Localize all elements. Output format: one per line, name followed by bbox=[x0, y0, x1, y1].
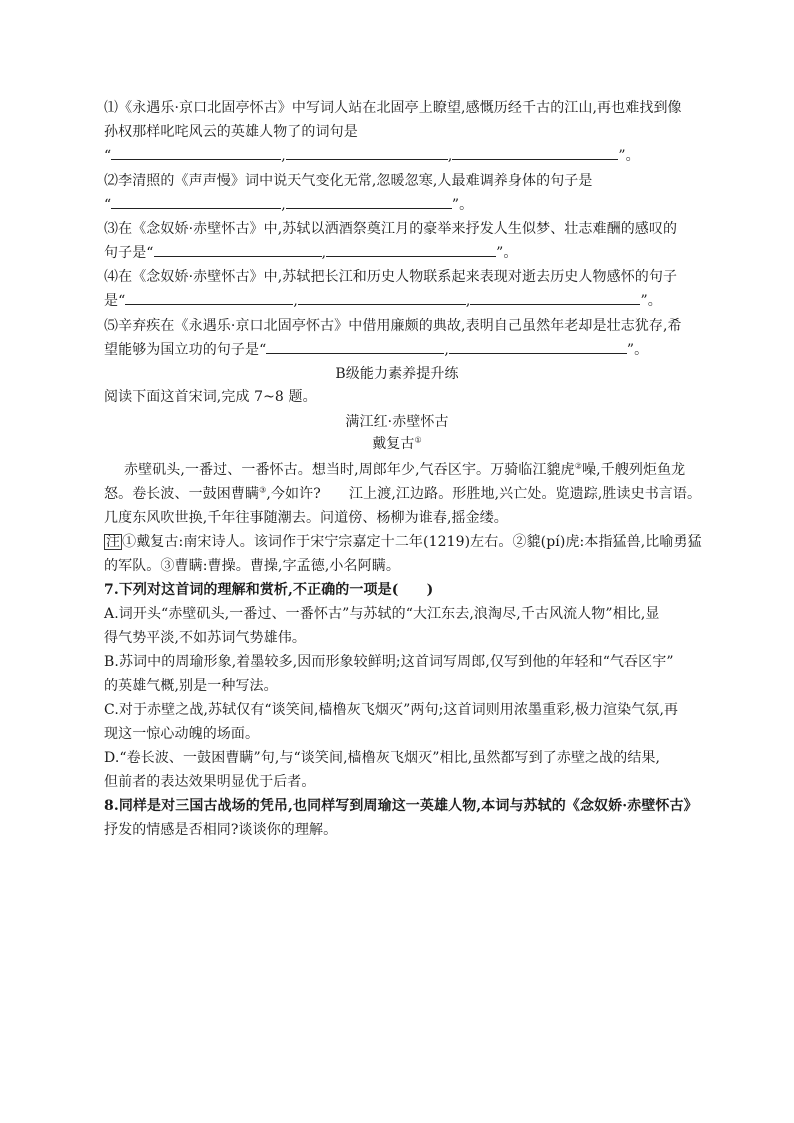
note-text: ①戴复古:南宋诗人。该词作于宋宁宗嘉定十二年(1219)左右。②貔(pí)虎:本指猛兽,比喻勇猛 bbox=[122, 534, 702, 550]
q5-answer-line bbox=[104, 339, 704, 361]
q8-line-2: 抒发的情感是否相同?谈谈你的理解。 bbox=[104, 822, 338, 838]
q1-line-2: 孙权那样叱咤风云的英雄人物了的词句是 bbox=[104, 124, 358, 140]
answer-blank-6[interactable] bbox=[154, 242, 322, 257]
comma: , bbox=[321, 245, 327, 261]
q3-answer-line bbox=[104, 242, 704, 264]
answer-blank-4[interactable] bbox=[111, 194, 281, 209]
q4-answer-line bbox=[104, 290, 704, 312]
poem-text: 赤壁矶头,一番过、一番怀古。想当时,周郎年少,气吞区宇。万骑临江貔虎 bbox=[124, 462, 575, 478]
poem-author bbox=[0, 433, 794, 455]
close-quote: ”。 bbox=[626, 342, 649, 358]
q8-stem: 8.同样是对三国古战场的凭吊,也同样写到周瑜这一英雄人物,本词与苏轼的《念奴娇·赤壁怀古》 bbox=[104, 798, 698, 814]
comma: , bbox=[293, 293, 298, 309]
q7-option-c-1[interactable]: C.对于赤壁之战,苏轼仅有“谈笑间,樯橹灰飞烟灭”两句;这首词则用浓墨重彩,极力渲染气氛,再 bbox=[104, 702, 679, 718]
poem-line-3: 几度东风吹世换,千年往事随潮去。问道傍、杨柳为谁春,摇金缕。 bbox=[104, 510, 508, 526]
open-quote: “ bbox=[104, 148, 112, 164]
answer-blank-9[interactable] bbox=[298, 290, 466, 305]
q7-option-d-1[interactable]: D.“卷长波、一鼓困曹瞒”句,与“谈笑间,樯橹灰飞烟灭”相比,虽然都写到了赤壁之战的结果, bbox=[104, 750, 661, 766]
comma: , bbox=[281, 148, 286, 164]
footnote-marker: ③ bbox=[259, 485, 267, 495]
q7-option-b-2: 的英雄气概,别是一种写法。 bbox=[104, 678, 278, 694]
footnote-marker: ① bbox=[414, 435, 422, 445]
poem-text: 噪,千艘列炬鱼龙 bbox=[582, 462, 686, 478]
note-label: 注 bbox=[106, 534, 121, 550]
q8-line-1 bbox=[104, 795, 704, 817]
note-line-1 bbox=[104, 531, 704, 553]
q7-option-a-1[interactable]: A.词开头“赤壁矶头,一番过、一番怀古”与苏轼的“大江东去,浪淘尽,千古风流人物”相比,显 bbox=[104, 606, 660, 622]
q3-prefix: 句子是“ bbox=[104, 245, 154, 261]
answer-blank-2[interactable] bbox=[286, 145, 448, 160]
answer-blank-5[interactable] bbox=[286, 194, 452, 209]
comma: , bbox=[444, 342, 449, 358]
q7-stem: 7.下列对这首词的理解和赏析,不正确的一项是( ) bbox=[104, 582, 434, 598]
q3-line-1: ⑶在《念奴娇·赤壁怀古》中,苏轼以洒酒祭奠江月的豪举来抒发人生似梦、壮志难酬的感叹的 bbox=[104, 221, 678, 237]
poem-title: 满江红·赤壁怀古 bbox=[345, 414, 449, 430]
q5-prefix: 望能够为国立功的句子是“ bbox=[104, 342, 267, 358]
q2-answer-line bbox=[104, 194, 704, 216]
note-line-2: 的军队。③曹瞒:曹操。曹操,字孟德,小名阿瞒。 bbox=[104, 558, 400, 574]
footnote-marker: ② bbox=[574, 461, 583, 471]
close-quote: ”。 bbox=[496, 245, 518, 261]
close-quote: ”。 bbox=[451, 197, 474, 213]
q7-option-c-2: 现这一惊心动魄的场面。 bbox=[104, 726, 260, 742]
q5-line-1: ⑸辛弃疾在《永遇乐·京口北固亭怀古》中借用廉颇的典故,表明自己虽然年老却是壮志犹存,希 bbox=[104, 318, 682, 334]
q7-option-a-2: 得气势平淡,不如苏词气势雄伟。 bbox=[104, 630, 306, 646]
poem-line-2 bbox=[104, 483, 704, 505]
q4-line-1: ⑷在《念奴娇·赤壁怀古》中,苏轼把长江和历史人物联系起来表现对逝去历史人物感怀的句子 bbox=[104, 269, 678, 285]
answer-blank-7[interactable] bbox=[326, 242, 496, 257]
q7-option-b-1[interactable]: B.苏词中的周瑜形象,着墨较多,因而形象较鲜明;这首词写周郎,仅写到他的年轻和“气吞区宇” bbox=[104, 654, 674, 670]
author-name: 戴复古 bbox=[372, 436, 415, 452]
close-quote: ”。 bbox=[640, 293, 662, 309]
reading-instruction: 阅读下面这首宋词,完成 7~8 题。 bbox=[104, 389, 317, 405]
answer-blank-1[interactable] bbox=[111, 145, 281, 160]
poem-line-1 bbox=[124, 459, 724, 481]
q2-line-1: ⑵李清照的《声声慢》词中说天气变化无常,忽暖忽寒,人最难调养身体的句子是 bbox=[104, 173, 593, 189]
section-title: B级能力素养提升练 bbox=[335, 366, 459, 382]
answer-blank-12[interactable] bbox=[449, 339, 627, 354]
close-quote: ”。 bbox=[618, 148, 640, 164]
q7-option-d-2: 但前者的表达效果明显优于后者。 bbox=[104, 774, 316, 790]
open-quote: “ bbox=[104, 197, 112, 213]
answer-blank-10[interactable] bbox=[470, 290, 640, 305]
q1-line-1: ⑴《永遇乐·京口北固亭怀古》中写词人站在北固亭上瞭望,感慨历经千古的江山,再也难找到像 bbox=[104, 100, 682, 116]
answer-blank-3[interactable] bbox=[452, 145, 618, 160]
q1-answer-line bbox=[104, 145, 704, 167]
answer-blank-8[interactable] bbox=[125, 290, 293, 305]
q4-prefix: 是“ bbox=[104, 293, 126, 309]
comma: , bbox=[447, 148, 453, 164]
comma: , bbox=[465, 293, 471, 309]
poem-text: 怒。卷长波、一鼓困曹瞒 bbox=[104, 486, 260, 502]
comma: , bbox=[281, 197, 286, 213]
answer-blank-11[interactable] bbox=[266, 339, 444, 354]
poem-text: ,今如许? 江上渡,江边路。形胜地,兴亡处。览遗踪,胜读史书言语。 bbox=[266, 486, 702, 502]
